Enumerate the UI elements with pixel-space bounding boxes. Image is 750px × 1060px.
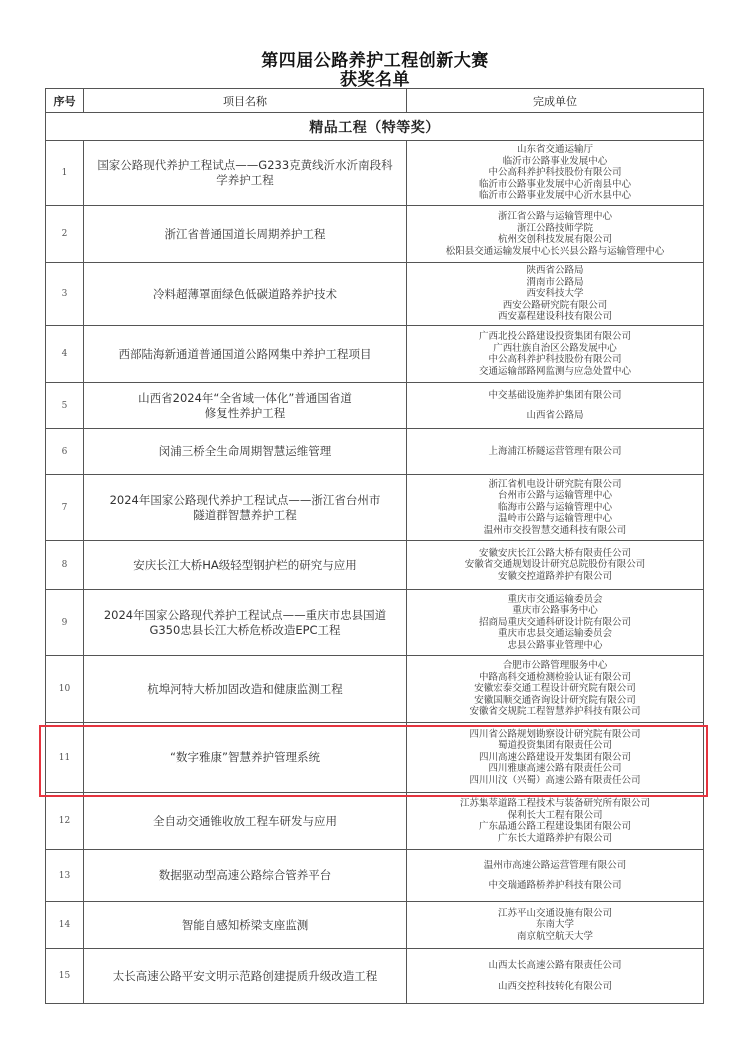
project-name <box>84 475 407 541</box>
unit-name: 山西省公路局 <box>526 410 584 421</box>
project-name <box>84 723 407 793</box>
unit-name: 广西壮族自治区公路发展中心 <box>493 342 617 354</box>
completing-units <box>407 541 704 590</box>
unit-name: 四川雅康高速公路有限责任公司 <box>488 763 622 775</box>
unit-name: 临沂市公路事业发展中心沂水县中心 <box>478 190 631 202</box>
unit-name: 渭南市公路局 <box>526 276 584 288</box>
unit-name: 浙江省公路与运输管理中心 <box>497 211 612 222</box>
row-number: 3 <box>46 263 84 326</box>
header-number: 序号 <box>46 89 84 113</box>
project-name <box>84 326 407 383</box>
unit-name: 广东长大道路养护有限公司 <box>497 832 612 844</box>
completing-units <box>407 850 704 902</box>
document-subtitle: 获奖名单 <box>340 70 410 90</box>
project-name <box>84 850 407 902</box>
completing-units <box>407 141 704 206</box>
unit-name: 中公高科养护科技股份有限公司 <box>488 167 622 179</box>
table-row <box>46 429 704 475</box>
row-number: 10 <box>46 656 84 723</box>
completing-units <box>407 949 704 1004</box>
unit-name: 蜀道投资集团有限责任公司 <box>497 740 612 752</box>
table-row <box>46 383 704 429</box>
row-number: 13 <box>46 850 84 902</box>
unit-name: 江苏平山交通设施有限公司 <box>497 907 612 919</box>
unit-name: 东南大学 <box>535 919 574 931</box>
row-number: 12 <box>46 793 84 850</box>
completing-units <box>407 590 704 656</box>
unit-name: 浙江公路技师学院 <box>516 222 593 234</box>
header-completing-units: 完成单位 <box>407 89 704 113</box>
table-row <box>46 656 704 723</box>
completing-units <box>407 723 704 793</box>
unit-name: 合肥市公路管理服务中心 <box>502 660 608 672</box>
unit-name: 保利长大工程有限公司 <box>507 809 603 821</box>
unit-name: 中交基础设施养护集团有限公司 <box>488 389 622 401</box>
section-title: 精品工程（特等奖） <box>46 113 704 141</box>
project-name <box>84 383 407 429</box>
unit-name: 江苏集萃道路工程技术与装备研究所有限公司 <box>459 798 650 809</box>
unit-name: 安徽国顺交通咨询设计研究院有限公司 <box>474 694 636 706</box>
row-number: 15 <box>46 949 84 1004</box>
unit-name: 安徽安庆长江公路大桥有限责任公司 <box>478 547 631 559</box>
unit-name: 山东省交通运输厅 <box>516 144 593 156</box>
header-project-name: 项目名称 <box>84 89 407 113</box>
document-title: 第四届公路养护工程创新大赛 <box>261 51 489 71</box>
project-name <box>84 541 407 590</box>
row-number: 11 <box>46 723 84 793</box>
project-name-line: 修复性养护工程 <box>204 405 286 420</box>
unit-name: 安徽交控道路养护有限公司 <box>497 570 612 582</box>
unit-name: 安徽省交规院工程智慧养护科技有限公司 <box>469 706 641 718</box>
project-name <box>84 949 407 1004</box>
unit-name: 山西交控科技转化有限公司 <box>497 980 612 992</box>
unit-name: 临海市公路与运输管理中心 <box>497 501 612 513</box>
project-name-line: 浙江省普通国道长周期养护工程 <box>164 226 326 241</box>
table-row <box>46 326 704 383</box>
unit-name: 山西太长高速公路有限责任公司 <box>488 960 622 971</box>
table-row <box>46 475 704 541</box>
completing-units <box>407 793 704 850</box>
unit-name: 温州市高速公路运营管理有限公司 <box>483 859 627 871</box>
unit-name: 交通运输部路网监测与应急处置中心 <box>478 365 631 377</box>
row-number: 8 <box>46 541 84 590</box>
table-row <box>46 949 704 1004</box>
unit-name: 广东晶通公路工程建设集团有限公司 <box>478 821 631 832</box>
table-row <box>46 590 704 656</box>
project-name-line: 2024年国家公路现代养护工程试点——浙江省台州市 <box>109 492 381 507</box>
unit-name: 临沂市公路事业发展中心 <box>502 155 608 167</box>
unit-name: 临沂市公路事业发展中心沂南县中心 <box>478 178 631 190</box>
unit-name: 四川省公路规划勘察设计研究院有限公司 <box>469 728 641 740</box>
project-name-line: 安庆长江大桥HA级轻型钢护栏的研究与应用 <box>133 557 357 572</box>
unit-name: 四川川汶（兴蜀）高速公路有限责任公司 <box>469 774 641 786</box>
project-name-line: 2024年国家公路现代养护工程试点——重庆市忠县国道 <box>103 607 387 622</box>
table-header-row <box>46 89 704 113</box>
completing-units <box>407 206 704 263</box>
project-name-line: 冷料超薄罩面绿色低碳道路养护技术 <box>153 286 337 301</box>
completing-units <box>407 326 704 383</box>
completing-units <box>407 429 704 475</box>
unit-name: 广西北投公路建设投资集团有限公司 <box>478 331 631 342</box>
completing-units <box>407 656 704 723</box>
unit-name: 中公高科养护科技股份有限公司 <box>488 354 622 365</box>
unit-name: 陕西省公路局 <box>526 265 584 277</box>
unit-name: 南京航空航天大学 <box>516 930 593 942</box>
row-number: 6 <box>46 429 84 475</box>
row-number: 5 <box>46 383 84 429</box>
project-name <box>84 793 407 850</box>
unit-name: 中交瑞通路桥养护科技有限公司 <box>488 880 622 891</box>
project-name <box>84 656 407 723</box>
project-name-line: 智能自感知桥梁支座监测 <box>181 917 309 932</box>
project-name-line: 学养护工程 <box>216 173 274 187</box>
project-name-line: 全自动交通锥收放工程车研发与应用 <box>153 813 337 828</box>
unit-name: 忠县公路事业管理中心 <box>507 639 603 651</box>
unit-name: 温岭市公路与运输管理中心 <box>497 513 612 525</box>
project-name <box>84 590 407 656</box>
row-number: 14 <box>46 902 84 949</box>
project-name-line: 西部陆海新通道普通国道公路网集中养护工程项目 <box>118 346 372 361</box>
project-name <box>84 206 407 263</box>
unit-name: 重庆市交通运输委员会 <box>507 593 603 605</box>
project-name-line: 闵浦三桥全生命周期智慧运维管理 <box>158 444 332 458</box>
project-name-line: G350忠县长江大桥危桥改造EPC工程 <box>149 622 341 637</box>
completing-units <box>407 263 704 326</box>
project-name-line: 山西省2024年“全省域一体化”普通国省道 <box>138 390 352 405</box>
unit-name: 温州市交投智慧交通科技有限公司 <box>483 524 627 536</box>
unit-name: 西安科技大学 <box>526 288 584 300</box>
unit-name: 重庆市忠县交通运输委员会 <box>497 628 612 640</box>
table-row <box>46 850 704 902</box>
unit-name: 松阳县交通运输发展中心长兴县公路与运输管理中心 <box>445 245 665 257</box>
row-number: 9 <box>46 590 84 656</box>
completing-units <box>407 383 704 429</box>
unit-name: 重庆市公路事务中心 <box>512 605 598 617</box>
project-name-line: 隧道群智慧养护工程 <box>193 507 297 522</box>
unit-name: 安徽宏泰交通工程设计研究院有限公司 <box>474 683 636 695</box>
project-name <box>84 141 407 206</box>
project-name-line: 国家公路现代养护工程试点——G233克黄线沂水沂南段科 <box>97 158 393 172</box>
project-name <box>84 429 407 475</box>
project-name-line: 杭埠河特大桥加固改造和健康监测工程 <box>147 681 343 696</box>
unit-name: 招商局重庆交通科研设计院有限公司 <box>478 616 631 628</box>
project-name <box>84 263 407 326</box>
unit-name: 中路高科交通检测检验认证有限公司 <box>478 671 631 683</box>
unit-name: 上海浦江桥隧运营管理有限公司 <box>488 445 622 457</box>
unit-name: 四川高速公路建设开发集团有限公司 <box>478 751 631 763</box>
project-name-line: “数字雅康”智慧养护管理系统 <box>170 750 320 764</box>
project-name-line: 太长高速公路平安文明示范路创建提质升级改造工程 <box>112 968 378 983</box>
project-name-line: 数据驱动型高速公路综合管养平台 <box>158 868 332 882</box>
table-row <box>46 206 704 263</box>
unit-name: 西安公路研究院有限公司 <box>502 299 608 311</box>
row-number: 7 <box>46 475 84 541</box>
unit-name: 西安嘉程建设科技有限公司 <box>497 311 612 323</box>
row-number: 4 <box>46 326 84 383</box>
table-row <box>46 793 704 850</box>
table-row <box>46 263 704 326</box>
completing-units <box>407 902 704 949</box>
table-row <box>46 902 704 949</box>
project-name <box>84 902 407 949</box>
completing-units <box>407 475 704 541</box>
row-number: 1 <box>46 141 84 206</box>
table-row <box>46 541 704 590</box>
unit-name: 安徽省交通规划设计研究总院股份有限公司 <box>464 559 646 571</box>
unit-name: 浙江省机电设计研究院有限公司 <box>488 478 622 490</box>
unit-name: 杭州交创科技发展有限公司 <box>497 234 612 245</box>
table-row <box>46 141 704 206</box>
table-row <box>46 723 704 793</box>
row-number: 2 <box>46 206 84 263</box>
section-row <box>46 113 704 141</box>
unit-name: 台州市公路与运输管理中心 <box>497 490 612 502</box>
awards-table <box>45 88 704 1004</box>
